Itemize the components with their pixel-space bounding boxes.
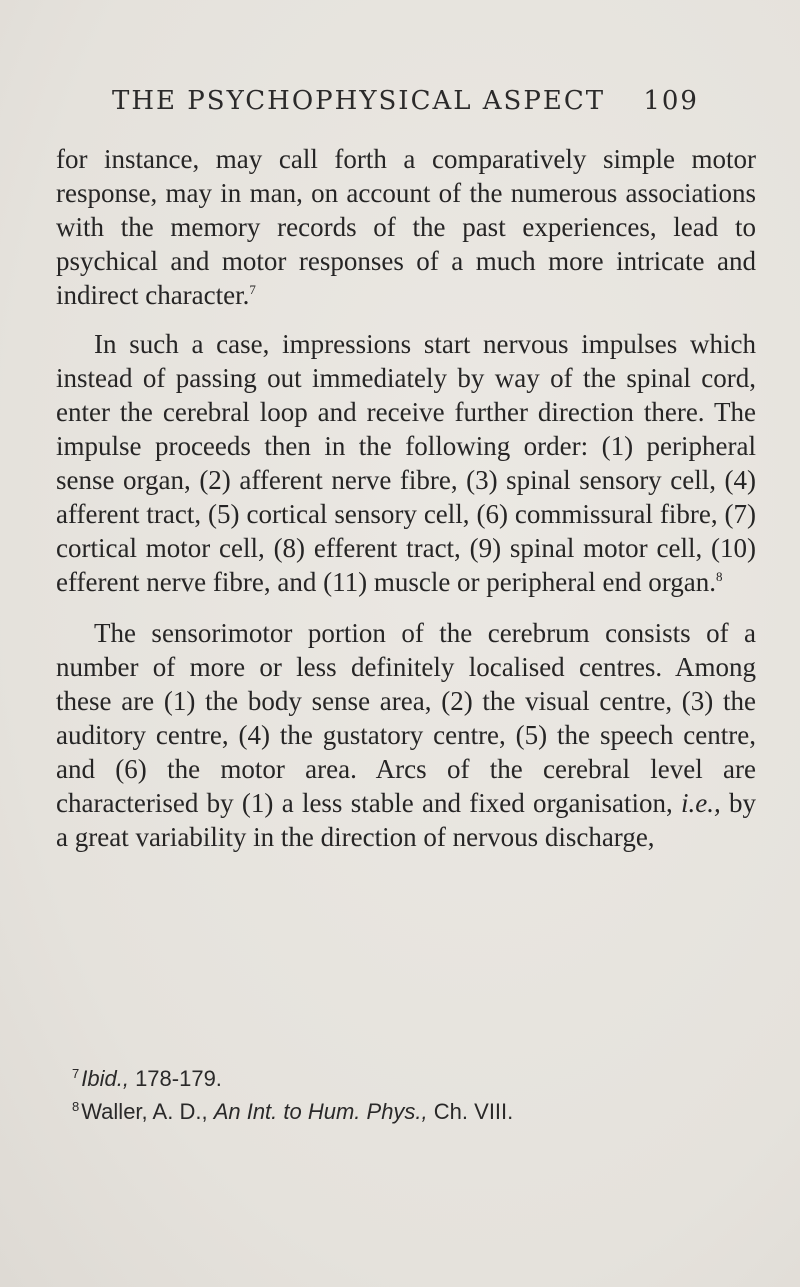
running-header xyxy=(112,86,699,116)
page-number: 109 xyxy=(643,86,699,116)
footnote-8 xyxy=(72,1095,752,1128)
paragraph-3-text-start: The sensorimotor portion of the cerebrum consists of a number of more or less definitely localised centres. Among these are (1) the body sense area, (2) the visual centre, (3) the auditory centre, (4) the gustatory centre, (5) the speech centre, and (6) the motor area. Arcs of the cerebral level are characterised by (1) a less stable and fixed organisation, xyxy=(56,618,756,818)
footnote-mark: 8 xyxy=(72,1098,80,1114)
ie-abbreviation: i.e., xyxy=(680,788,721,818)
footnote-ref-7: 7 xyxy=(249,282,256,297)
footnote-mark: 7 xyxy=(72,1065,80,1081)
footnote-italic: Ibid., xyxy=(81,1066,129,1091)
footnote-text: Ch. VIII. xyxy=(433,1099,514,1124)
paragraph-2 xyxy=(56,327,756,599)
running-title: THE PSYCHOPHYSICAL ASPECT xyxy=(112,86,606,116)
footnote-7 xyxy=(72,1062,752,1095)
paragraph-1 xyxy=(56,142,756,312)
footnote-author: Waller, A. D., xyxy=(81,1099,208,1124)
footnotes xyxy=(72,1062,752,1128)
paragraph-3 xyxy=(56,616,756,854)
paragraph-3-text-end: by a great variability in the direction of nervous discharge, xyxy=(56,788,757,852)
footnote-italic: An Int. to Hum. Phys., xyxy=(213,1099,428,1124)
footnote-ref-8: 8 xyxy=(715,569,723,584)
paragraph-1-text: for instance, may call forth a comparatively simple motor response, may in man, on account of the numerous associations with the memory records of the past experiences, lead to psychical and motor responses of a much more intricate and indirect character. xyxy=(56,144,756,310)
paragraph-2-text: In such a case, impressions start nervous impulses which instead of passing out immediately by way of the spinal cord, enter the cerebral loop and receive further direction there. The impulse proceeds then in the following order: (1) peripheral sense organ, (2) afferent nerve fibre, (3) spinal sensory cell, (4) afferent tract, (5) cortical sensory cell, (6) commissural fibre, (7) cortical motor cell, (8) efferent tract, (9) spinal motor cell, (10) efferent nerve fibre, and (11) muscle or peripheral end organ. xyxy=(56,329,756,597)
footnote-text: 178-179. xyxy=(135,1066,222,1091)
